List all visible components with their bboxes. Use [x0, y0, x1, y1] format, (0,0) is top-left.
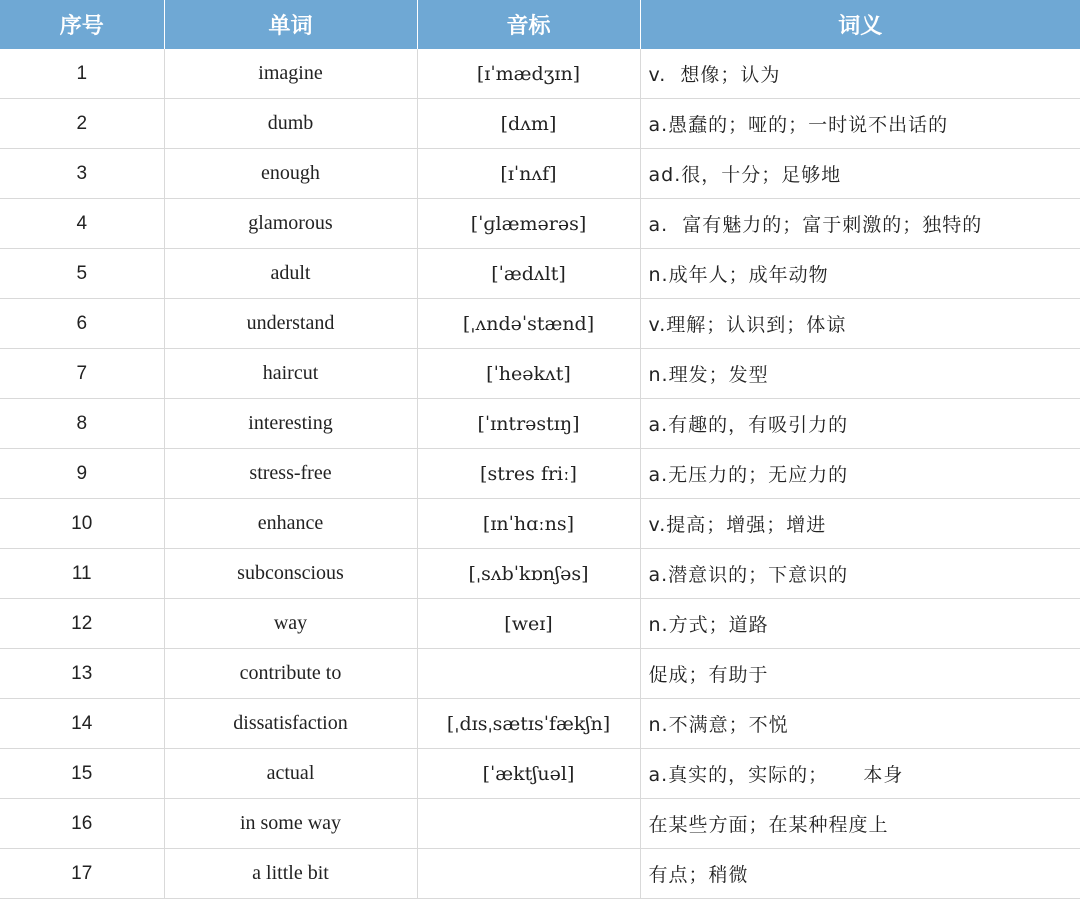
word-cell: a little bit [164, 849, 417, 899]
table-row [0, 599, 1080, 649]
meaning-cell: 在某些方面；在某种程度上 [640, 799, 1080, 849]
row-number: 15 [0, 749, 164, 799]
meaning-cell: v.提高；增强；增进 [640, 499, 1080, 549]
word-cell: in some way [164, 799, 417, 849]
table-row [0, 549, 1080, 599]
phonetic-cell: [ɪˈnʌf] [417, 149, 640, 199]
phonetic-cell: [dʌm] [417, 99, 640, 149]
word-cell: contribute to [164, 649, 417, 699]
row-number: 10 [0, 499, 164, 549]
table-row [0, 849, 1080, 899]
meaning-cell: a.真实的，实际的； 本身 [640, 749, 1080, 799]
table-row [0, 749, 1080, 799]
row-number: 11 [0, 549, 164, 599]
phonetic-cell: [ɪˈmædʒɪn] [417, 49, 640, 99]
row-number: 14 [0, 699, 164, 749]
word-cell: interesting [164, 399, 417, 449]
row-number: 6 [0, 299, 164, 349]
meaning-cell: 有点；稍微 [640, 849, 1080, 899]
word-cell: understand [164, 299, 417, 349]
meaning-cell: n.不满意；不悦 [640, 699, 1080, 749]
word-cell: subconscious [164, 549, 417, 599]
meaning-cell: a.潜意识的；下意识的 [640, 549, 1080, 599]
table-row [0, 149, 1080, 199]
phonetic-cell [417, 649, 640, 699]
phonetic-cell: [ˈɪntrəstɪŋ] [417, 399, 640, 449]
word-cell: glamorous [164, 199, 417, 249]
header-meaning: 词义 [640, 0, 1080, 49]
table-row [0, 349, 1080, 399]
phonetic-cell: [ˈæktʃuəl] [417, 749, 640, 799]
table-row [0, 449, 1080, 499]
word-cell: enhance [164, 499, 417, 549]
meaning-cell: a. 富有魅力的；富于刺激的；独特的 [640, 199, 1080, 249]
meaning-cell: n.方式；道路 [640, 599, 1080, 649]
meaning-cell: v.理解；认识到；体谅 [640, 299, 1080, 349]
row-number: 2 [0, 99, 164, 149]
table-row [0, 699, 1080, 749]
header-phonetic: 音标 [417, 0, 640, 49]
row-number: 5 [0, 249, 164, 299]
meaning-cell: a.愚蠢的；哑的；一时说不出话的 [640, 99, 1080, 149]
meaning-cell: a.有趣的，有吸引力的 [640, 399, 1080, 449]
word-cell: haircut [164, 349, 417, 399]
row-number: 13 [0, 649, 164, 699]
table-header [0, 0, 1080, 49]
row-number: 17 [0, 849, 164, 899]
word-cell: enough [164, 149, 417, 199]
meaning-cell: ad.很，十分；足够地 [640, 149, 1080, 199]
meaning-cell: v. 想像；认为 [640, 49, 1080, 99]
row-number: 12 [0, 599, 164, 649]
header-word: 单词 [164, 0, 417, 49]
phonetic-cell: [ˌsʌbˈkɒnʃəs] [417, 549, 640, 599]
row-number: 9 [0, 449, 164, 499]
row-number: 7 [0, 349, 164, 399]
table-row [0, 399, 1080, 449]
table-row [0, 799, 1080, 849]
phonetic-cell [417, 849, 640, 899]
word-cell: adult [164, 249, 417, 299]
row-number: 8 [0, 399, 164, 449]
row-number: 16 [0, 799, 164, 849]
meaning-cell: n.理发；发型 [640, 349, 1080, 399]
word-cell: dumb [164, 99, 417, 149]
header-number: 序号 [0, 0, 164, 49]
phonetic-cell: [ˌdɪsˌsætɪsˈfækʃn] [417, 699, 640, 749]
table-row [0, 299, 1080, 349]
phonetic-cell: [ˌʌndəˈstænd] [417, 299, 640, 349]
phonetic-cell: [weɪ] [417, 599, 640, 649]
word-cell: actual [164, 749, 417, 799]
phonetic-cell: [ˈɡlæmərəs] [417, 199, 640, 249]
phonetic-cell: [ˈheəkʌt] [417, 349, 640, 399]
phonetic-cell: [ɪnˈhɑːns] [417, 499, 640, 549]
table-row [0, 499, 1080, 549]
word-cell: imagine [164, 49, 417, 99]
phonetic-cell: [stres friː] [417, 449, 640, 499]
word-cell: way [164, 599, 417, 649]
table-row [0, 199, 1080, 249]
word-cell: dissatisfaction [164, 699, 417, 749]
phonetic-cell: [ˈædʌlt] [417, 249, 640, 299]
meaning-cell: 促成；有助于 [640, 649, 1080, 699]
meaning-cell: n.成年人；成年动物 [640, 249, 1080, 299]
table-row [0, 49, 1080, 99]
table-row [0, 249, 1080, 299]
table-row [0, 99, 1080, 149]
row-number: 4 [0, 199, 164, 249]
meaning-cell: a.无压力的；无应力的 [640, 449, 1080, 499]
table-row [0, 649, 1080, 699]
row-number: 3 [0, 149, 164, 199]
row-number: 1 [0, 49, 164, 99]
table-body [0, 49, 1080, 899]
phonetic-cell [417, 799, 640, 849]
header-row [0, 0, 1080, 49]
word-cell: stress-free [164, 449, 417, 499]
